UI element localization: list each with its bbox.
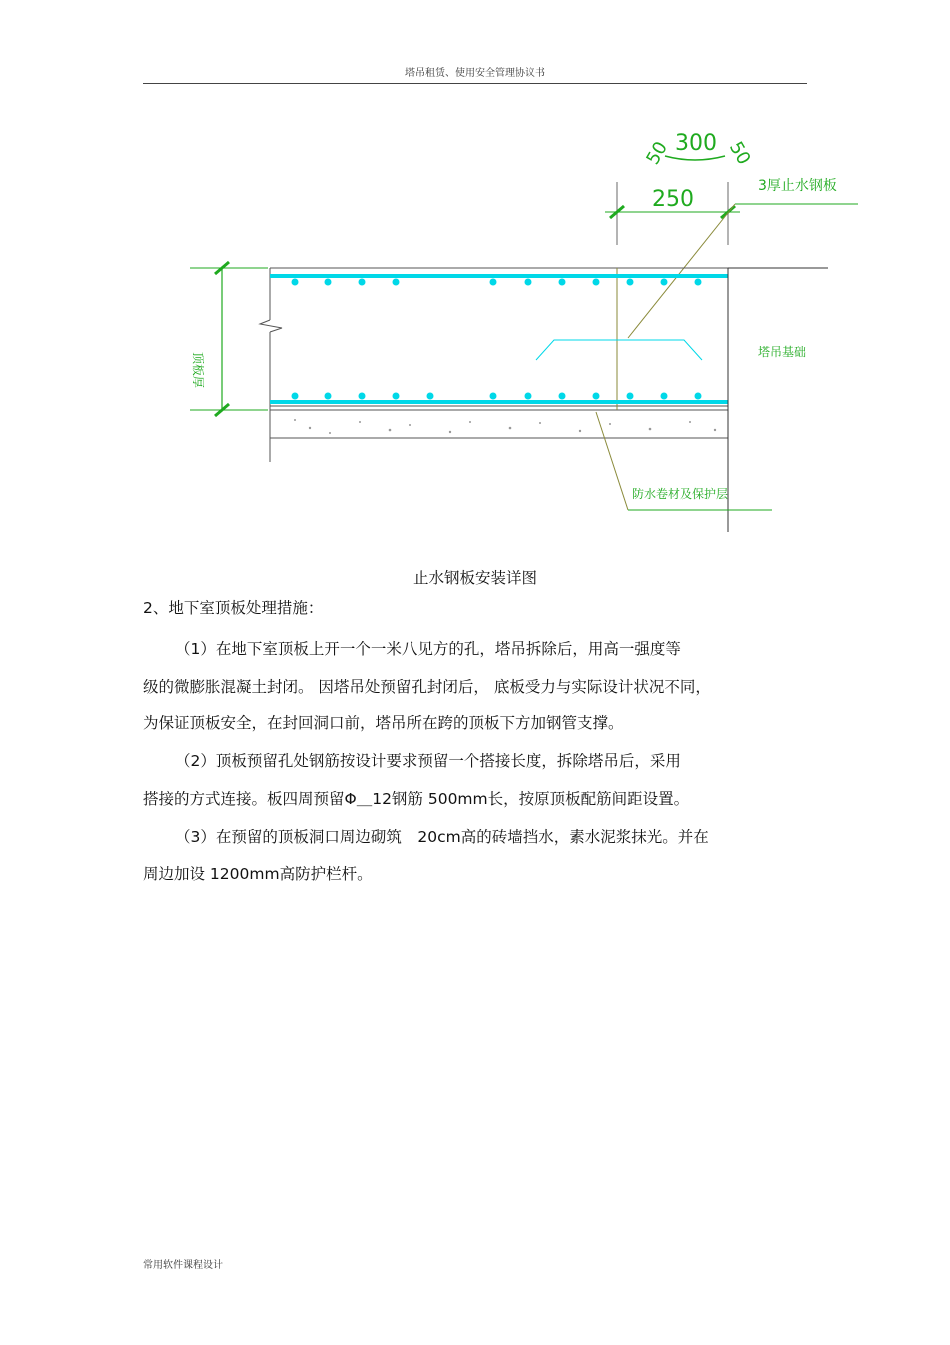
paragraph-2-line-1: （2）顶板预留孔处钢筋按设计要求预留一个搭接长度，拆除塔吊后，采用 — [175, 752, 681, 770]
paragraph-1-line-2: 级的微膨胀混凝土封闭。 因塔吊处预留孔封闭后， 底板受力与实际设计状况不同， — [143, 678, 711, 696]
label-waterproof-layer: 防水卷材及保护层 — [632, 487, 729, 501]
page-header: 塔吊租赁、使用安全管理协议书 — [405, 68, 545, 79]
label-waterstop: 3厚止水钢板 — [758, 178, 837, 194]
paragraph-1-line-1: （1）在地下室顶板上开一个一米八见方的孔，塔吊拆除后，用高一强度等 — [175, 640, 681, 658]
paragraph-1-line-3: 为保证顶板安全，在封回洞口前，塔吊所在跨的顶板下方加钢管支撑。 — [143, 714, 624, 732]
paragraph-3-line-2: 周边加设 1200mm高防护栏杆。 — [143, 865, 373, 883]
figure-caption: 止水钢板安装详图 — [412, 569, 537, 587]
label-crane-foundation: 塔吊基础 — [758, 345, 807, 359]
dim-top-left: 50 — [642, 138, 672, 169]
label-slab-thickness: 顶板厚 — [191, 352, 205, 389]
paragraph-2-line-2: 搭接的方式连接。板四周预留Φ＿12钢筋 500mm长，按原顶板配筋间距设置。 — [143, 790, 690, 808]
top-rebar-dots — [292, 279, 702, 286]
dim-mid: 250 — [652, 187, 694, 212]
bottom-rebar — [270, 400, 728, 404]
dim-top-center: 300 — [675, 131, 717, 156]
header-rule — [143, 83, 807, 84]
waterstop-detail-drawing — [150, 120, 870, 540]
protective-layer-hatch — [294, 419, 716, 434]
top-rebar — [270, 274, 728, 278]
paragraph-3-line-1: （3）在预留的顶板洞口周边砌筑 20cm高的砖墙挡水，素水泥浆抹光。并在 — [175, 828, 709, 846]
waterstop-plate — [536, 340, 702, 360]
dim-top-bracket — [665, 156, 725, 160]
section-title: 2、地下室顶板处理措施： — [143, 599, 324, 617]
dim-top-right: 50 — [724, 138, 755, 169]
bottom-rebar-dots — [292, 393, 702, 400]
page-footer: 常用软件课程设计 — [143, 1260, 223, 1271]
break-line — [260, 320, 282, 332]
